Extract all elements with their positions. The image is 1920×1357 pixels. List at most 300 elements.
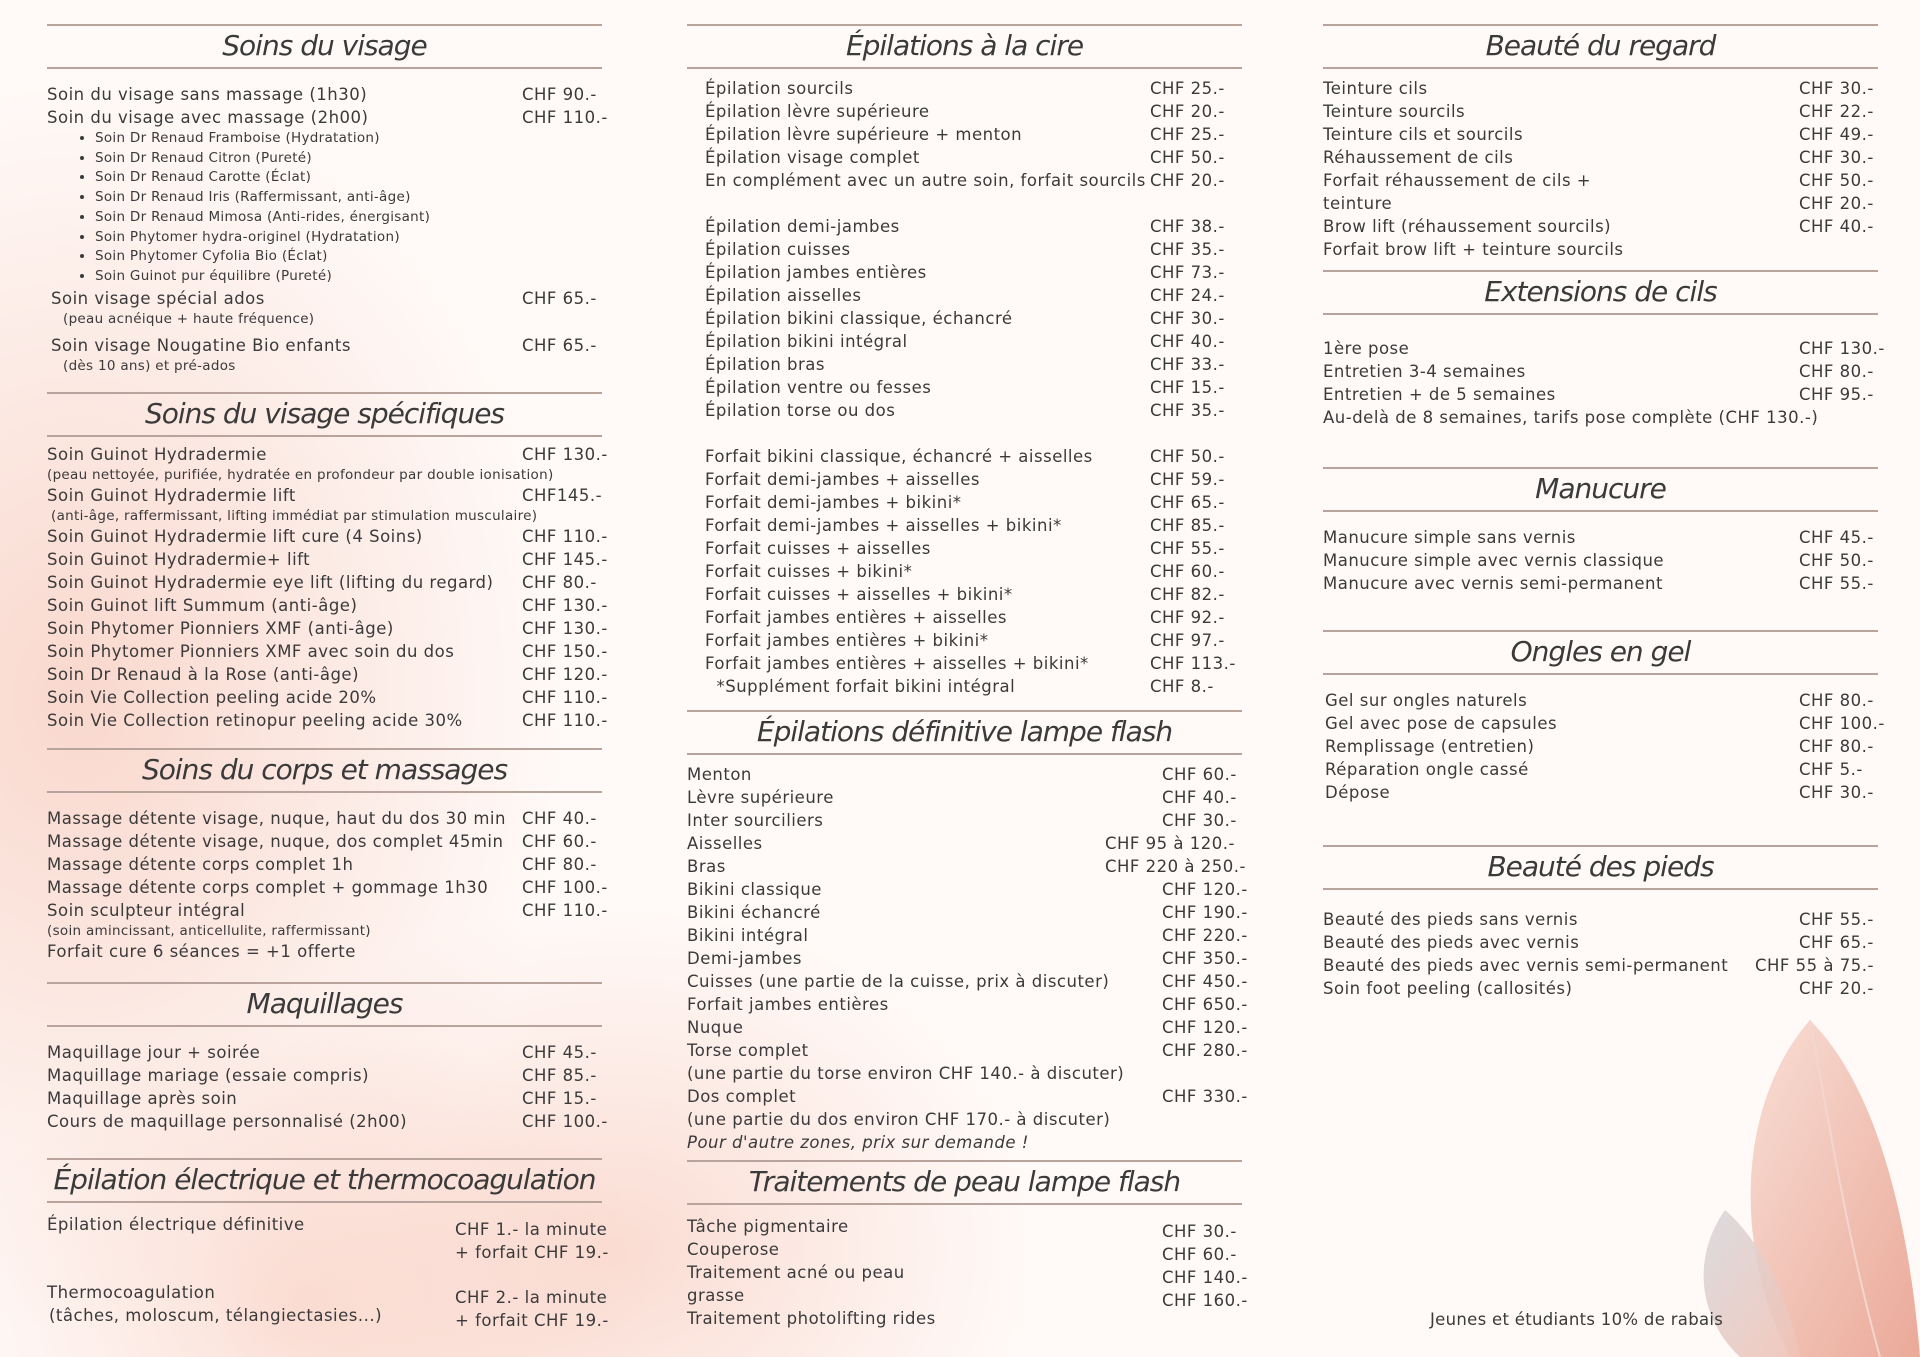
item-price: CHF 60.-	[1150, 562, 1225, 581]
item-label: Soin Dr Renaud à la Rose (anti-âge)	[47, 665, 360, 684]
item-label: Soin foot peeling (callosités)	[1323, 979, 1573, 998]
item-price: CHF 60.-	[522, 832, 597, 851]
item-label: Manucure simple sans vernis	[1323, 528, 1576, 547]
item-label: Beauté des pieds sans vernis	[1323, 910, 1578, 929]
price-row	[705, 169, 1242, 192]
item-note: (tâches, moloscum, télangiectasies...)	[49, 1306, 383, 1325]
item-note: (peau nettoyée, purifiée, hydratée en profondeur par double ionisation)	[47, 467, 554, 483]
item-price: CHF 20.-	[1150, 171, 1225, 190]
price-row	[1323, 360, 1878, 383]
item-label: Teinture sourcils	[1323, 102, 1466, 121]
item-label: Réparation ongle cassé	[1325, 760, 1529, 779]
item-label: Forfait demi-jambes + bikini*	[705, 493, 962, 512]
item-label: Forfait demi-jambes + aisselles	[705, 470, 980, 489]
item-price: CHF 40.-	[1162, 788, 1237, 807]
item-label: Dépose	[1325, 783, 1391, 802]
price-row	[705, 353, 1242, 376]
section-title: Épilations à la cire	[687, 24, 1242, 69]
item-price: CHF 650.-	[1162, 995, 1248, 1014]
price-row	[1325, 689, 1878, 712]
section-beaute-pieds	[1323, 845, 1878, 1000]
item-price: CHF 55.-	[1150, 539, 1225, 558]
price-row	[47, 1064, 602, 1087]
item-label: grasse	[687, 1286, 745, 1305]
price-row	[1323, 931, 1878, 954]
item-price: CHF 82.-	[1150, 585, 1225, 604]
item-label: Menton	[687, 765, 752, 784]
section-title: Épilation électrique et thermocoagulation	[47, 1158, 602, 1203]
price-row	[47, 594, 608, 617]
price-row	[47, 1110, 608, 1133]
item-price: CHF 95 à 120.-	[1105, 834, 1235, 853]
price-row	[1323, 908, 1878, 931]
section-epilations-cire	[687, 24, 1242, 698]
item-label: Manucure avec vernis semi-permanent	[1323, 574, 1663, 593]
section-title: Extensions de cils	[1323, 270, 1878, 315]
price-row	[705, 560, 1242, 583]
item-price: CHF 145.-	[522, 550, 608, 569]
item-price: CHF 65.-	[522, 335, 597, 355]
price-row	[1323, 572, 1878, 595]
price-row	[47, 83, 602, 106]
section-ongles-gel	[1323, 630, 1885, 804]
price-row	[705, 100, 1242, 123]
item-price: CHF 220.-	[1162, 926, 1248, 945]
item-label: Remplissage (entretien)	[1325, 737, 1535, 756]
section-title: Beauté des pieds	[1323, 845, 1878, 890]
item-label: Forfait cuisses + aisselles	[705, 539, 931, 558]
price-row	[705, 215, 1242, 238]
item-label: Tâche pigmentaire	[687, 1217, 849, 1236]
item-label: Soin sculpteur intégral	[47, 901, 246, 920]
price-row	[47, 484, 602, 507]
item-label: Forfait bikini classique, échancré + aisselles	[705, 447, 1093, 466]
price-row	[687, 993, 1248, 1016]
item-price: CHF 55.-	[1799, 574, 1874, 593]
price-row	[47, 807, 602, 830]
cure-note: Forfait cure 6 séances = +1 offerte	[47, 942, 356, 961]
item-price: CHF 30.-	[1162, 1222, 1237, 1241]
price-row	[1325, 758, 1878, 781]
price-row	[705, 123, 1242, 146]
price-row	[47, 1041, 602, 1064]
price-row	[687, 901, 1248, 924]
item-label: Épilation demi-jambes	[705, 217, 900, 236]
section-title: Soins du visage	[47, 24, 602, 69]
item-label: Maquillage après soin	[47, 1089, 238, 1108]
price-row	[47, 1087, 602, 1110]
item-label: Nuque	[687, 1018, 744, 1037]
item-label: Brow lift (réhaussement sourcils)	[1323, 217, 1612, 236]
price-row	[47, 830, 602, 853]
item-price: CHF 80.-	[522, 855, 597, 874]
item-label: Soin Guinot Hydradermie lift	[47, 486, 296, 505]
item-note: (peau acnéique + haute fréquence)	[63, 310, 315, 327]
discount-note: Jeunes et étudiants 10% de rabais	[1430, 1310, 1724, 1329]
item-price: CHF 80.-	[1799, 737, 1874, 756]
item-label: Soin visage spécial ados	[51, 288, 265, 308]
price-row	[1323, 977, 1878, 1000]
item-price: CHF 60.-	[1162, 765, 1237, 784]
item-price: CHF 150.-	[522, 642, 608, 661]
item-label: Soin Phytomer Pionniers XMF avec soin du dos	[47, 642, 455, 661]
item-label: Épilation électrique définitive	[47, 1215, 305, 1234]
item-price: CHF 40.-	[1799, 217, 1874, 236]
price-row	[705, 77, 1242, 100]
price-row	[47, 106, 608, 129]
price-row	[47, 443, 608, 466]
item-price: CHF 30.-	[1150, 309, 1225, 328]
item-price: CHF 50.-	[1150, 447, 1225, 466]
price-row	[1323, 954, 1878, 977]
item-label: Soin du visage avec massage (2h00)	[47, 108, 369, 127]
item-label: Épilation lèvre supérieure	[705, 102, 930, 121]
price-row	[705, 606, 1242, 629]
price-row	[47, 334, 602, 357]
item-label: Massage détente visage, nuque, dos complet 45min	[47, 832, 504, 851]
item-label: Massage détente corps complet + gommage 1h30	[47, 878, 489, 897]
item-price: CHF 113.-	[1150, 654, 1236, 673]
section-soins-corps	[47, 748, 608, 963]
item-label: Entretien 3-4 semaines	[1323, 362, 1526, 381]
item-label: Épilation bikini classique, échancré	[705, 309, 1013, 328]
item-label: Aisselles	[687, 834, 763, 853]
item-label: Épilation visage complet	[705, 148, 920, 167]
item-label: En complément avec un autre soin, forfait sourcils	[705, 171, 1146, 190]
item-price: CHF 25.-	[1150, 79, 1225, 98]
item-price-extra: + forfait CHF 19.-	[455, 1311, 609, 1330]
price-row	[705, 675, 1242, 698]
price-row	[687, 855, 1246, 878]
price-row	[47, 571, 602, 594]
item-price: CHF 20.-	[1799, 194, 1874, 213]
item-label: Soin visage Nougatine Bio enfants	[51, 335, 351, 355]
list-item: • Soin Phytomer hydra-originel (Hydratation)	[95, 228, 602, 248]
price-row	[687, 924, 1248, 947]
section-beaute-regard	[1323, 24, 1878, 261]
item-label: Épilation sourcils	[705, 79, 854, 98]
price-row	[47, 1281, 609, 1330]
section-epilation-electrique	[47, 1158, 609, 1330]
item-price: CHF 110.-	[522, 901, 608, 920]
item-label: teinture	[1323, 194, 1393, 213]
section-title: Beauté du regard	[1323, 24, 1878, 69]
item-label: Soin Guinot Hydradermie eye lift (lifting du regard)	[47, 573, 494, 592]
price-row	[47, 525, 608, 548]
list-item: • Soin Dr Renaud Mimosa (Anti-rides, énergisant)	[95, 208, 602, 228]
item-label: Soin Guinot Hydradermie+ lift	[47, 550, 311, 569]
item-price: CHF 100.-	[522, 878, 608, 897]
section-title: Maquillages	[47, 982, 602, 1027]
item-label: Soin Guinot Hydradermie lift cure (4 Soins)	[47, 527, 423, 546]
price-row	[47, 1213, 609, 1281]
price-row	[687, 763, 1242, 786]
item-price: CHF 95.-	[1799, 385, 1874, 404]
price-row	[47, 663, 608, 686]
item-price: CHF 140.-	[1162, 1268, 1248, 1287]
price-row	[1323, 238, 1878, 261]
price-row	[1323, 123, 1878, 146]
other-zones-note: Pour d'autre zones, prix sur demande !	[687, 1133, 1029, 1152]
item-label: Gel avec pose de capsules	[1325, 714, 1558, 733]
section-title: Épilations définitive lampe flash	[687, 710, 1242, 755]
price-row	[687, 1085, 1248, 1108]
section-title: Manucure	[1323, 467, 1878, 512]
price-row	[1323, 100, 1878, 123]
item-price: CHF 50.-	[1799, 551, 1874, 570]
item-price: CHF 220 à 250.-	[1105, 857, 1246, 876]
price-row	[687, 1016, 1248, 1039]
item-price: CHF 110.-	[522, 108, 608, 127]
item-label: *Supplément forfait bikini intégral	[705, 677, 1016, 696]
item-price: CHF 120.-	[1162, 880, 1248, 899]
section-manucure	[1323, 467, 1878, 595]
item-label: Entretien + de 5 semaines	[1323, 385, 1556, 404]
item-price: CHF 59.-	[1150, 470, 1225, 489]
item-label: Soin Vie Collection retinopur peeling acide 30%	[47, 711, 463, 730]
item-note: (dès 10 ans) et pré-ados	[63, 357, 236, 374]
item-label: Forfait jambes entières + aisselles + bikini*	[705, 654, 1089, 673]
item-price: CHF 50.-	[1150, 148, 1225, 167]
item-label: Soin Guinot lift Summum (anti-âge)	[47, 596, 358, 615]
price-row	[1323, 526, 1878, 549]
item-price: CHF 15.-	[1150, 378, 1225, 397]
item-price: CHF 110.-	[522, 711, 608, 730]
item-price: CHF 45.-	[1799, 528, 1874, 547]
item-price: CHF 280.-	[1162, 1041, 1248, 1060]
leaf-decoration-icon	[1680, 1010, 1920, 1357]
item-price: CHF 450.-	[1162, 972, 1248, 991]
item-price: CHF 190.-	[1162, 903, 1248, 922]
item-label: Couperose	[687, 1240, 780, 1259]
item-price: CHF 110.-	[522, 688, 608, 707]
item-label: Forfait demi-jambes + aisselles + bikini*	[705, 516, 1062, 535]
item-price: CHF 130.-	[522, 619, 608, 638]
item-label: Bikini intégral	[687, 926, 809, 945]
item-price: CHF 130.-	[522, 596, 608, 615]
price-row	[705, 261, 1242, 284]
price-row	[47, 548, 608, 571]
price-row	[1323, 146, 1878, 169]
list-item: • Soin Dr Renaud Framboise (Hydratation)	[95, 129, 602, 149]
item-price: CHF 92.-	[1150, 608, 1225, 627]
item-price: CHF 1.- la minute	[455, 1220, 608, 1239]
item-label: Soin Vie Collection peeling acide 20%	[47, 688, 377, 707]
item-label: Teinture cils et sourcils	[1323, 125, 1524, 144]
section-lampe-flash	[687, 710, 1248, 1154]
item-price: CHF 40.-	[522, 809, 597, 828]
item-price: CHF 49.-	[1799, 125, 1874, 144]
item-price: CHF 73.-	[1150, 263, 1225, 282]
price-row	[47, 709, 608, 732]
item-price: CHF 65.-	[522, 288, 597, 308]
item-label: Traitement acné ou peau	[687, 1263, 905, 1282]
price-row	[47, 876, 608, 899]
item-label: Massage détente corps complet 1h	[47, 855, 354, 874]
item-price: CHF 80.-	[1799, 362, 1874, 381]
item-label: Teinture cils	[1323, 79, 1428, 98]
item-label: Massage détente visage, nuque, haut du dos 30 min	[47, 809, 506, 828]
item-price: CHF 55.-	[1799, 910, 1874, 929]
item-label: Épilation bikini intégral	[705, 332, 908, 351]
item-note: Au-delà de 8 semaines, tarifs pose complète (CHF 130.-)	[1323, 408, 1819, 427]
price-row	[687, 832, 1242, 855]
item-label: Épilation ventre ou fesses	[705, 378, 932, 397]
item-price: CHF 130.-	[522, 445, 608, 464]
item-label: Bras	[687, 857, 726, 876]
item-price: CHF 50.-	[1799, 171, 1874, 190]
item-label: Bikini classique	[687, 880, 822, 899]
item-label: Épilation bras	[705, 355, 825, 374]
item-label: Maquillage jour + soirée	[47, 1043, 261, 1062]
item-label: Épilation lèvre supérieure + menton	[705, 125, 1023, 144]
item-label: Torse complet	[687, 1041, 809, 1060]
item-label: Soin Phytomer Pionniers XMF (anti-âge)	[47, 619, 394, 638]
item-label: Manucure simple avec vernis classique	[1323, 551, 1665, 570]
item-label: Forfait jambes entières + bikini*	[705, 631, 989, 650]
section-title: Ongles en gel	[1323, 630, 1878, 675]
item-price: CHF 100.-	[1799, 714, 1885, 733]
price-row	[47, 617, 608, 640]
item-price: CHF 80.-	[1799, 691, 1874, 710]
price-row	[705, 376, 1242, 399]
price-row	[705, 583, 1242, 606]
item-price: CHF 15.-	[522, 1089, 597, 1108]
item-label: Bikini échancré	[687, 903, 821, 922]
item-price: CHF 85.-	[1150, 516, 1225, 535]
item-label: Forfait cuisses + aisselles + bikini*	[705, 585, 1013, 604]
price-row	[47, 640, 608, 663]
price-row	[47, 686, 608, 709]
item-price: CHF 38.-	[1150, 217, 1225, 236]
item-label: Beauté des pieds avec vernis	[1323, 933, 1580, 952]
item-price: CHF 330.-	[1162, 1087, 1248, 1106]
price-row	[705, 491, 1242, 514]
item-price: CHF 85.-	[522, 1066, 597, 1085]
price-row	[687, 970, 1248, 993]
price-row	[705, 514, 1242, 537]
item-price-extra: + forfait CHF 19.-	[455, 1243, 609, 1262]
item-note: (soin amincissant, anticellulite, raffermissant)	[47, 923, 371, 939]
item-price: CHF 55 à 75.-	[1755, 956, 1874, 975]
price-row	[47, 853, 602, 876]
item-price: CHF 120.-	[1162, 1018, 1248, 1037]
item-label: Épilation jambes entières	[705, 263, 927, 282]
item-price: CHF 35.-	[1150, 240, 1225, 259]
item-label: Cuisses (une partie de la cuisse, prix à discuter)	[687, 972, 1110, 991]
price-row	[1323, 549, 1878, 572]
item-price: CHF 120.-	[522, 665, 608, 684]
item-label: Soin Guinot Hydradermie	[47, 445, 267, 464]
item-price: CHF145.-	[522, 486, 603, 505]
item-price: CHF 8.-	[1150, 677, 1214, 696]
list-item: • Soin Phytomer Cyfolia Bio (Éclat)	[95, 247, 602, 267]
section-title: Soins du corps et massages	[47, 748, 602, 793]
item-note: (une partie du dos environ CHF 170.- à discuter)	[687, 1110, 1111, 1129]
item-price: CHF 100.-	[522, 1112, 608, 1131]
price-row	[1323, 77, 1878, 100]
item-price: CHF 25.-	[1150, 125, 1225, 144]
item-price: CHF 90.-	[522, 85, 597, 104]
item-label: Forfait brow lift + teinture sourcils	[1323, 240, 1624, 259]
section-soins-specifiques	[47, 392, 608, 732]
item-label: Maquillage mariage (essaie compris)	[47, 1066, 370, 1085]
item-price: CHF 22.-	[1799, 102, 1874, 121]
price-row	[687, 947, 1248, 970]
price-row	[705, 537, 1242, 560]
price-row	[705, 652, 1242, 675]
list-item: • Soin Dr Renaud Citron (Pureté)	[95, 149, 602, 169]
price-row	[705, 307, 1242, 330]
section-title: Soins du visage spécifiques	[47, 392, 602, 437]
list-item: • Soin Dr Renaud Iris (Raffermissant, anti-âge)	[95, 188, 602, 208]
list-item: • Soin Guinot pur équilibre (Pureté)	[95, 267, 602, 287]
item-label: Réhaussement de cils	[1323, 148, 1514, 167]
price-row	[1325, 735, 1878, 758]
item-label: Demi-jambes	[687, 949, 802, 968]
section-maquillages	[47, 982, 608, 1133]
price-row	[705, 146, 1242, 169]
price-row	[1323, 337, 1885, 360]
item-price: CHF 40.-	[1150, 332, 1225, 351]
section-extensions-cils	[1323, 270, 1885, 429]
item-price: CHF 30.-	[1799, 783, 1874, 802]
item-price: CHF 110.-	[522, 527, 608, 546]
item-price: CHF 160.-	[1162, 1291, 1248, 1310]
item-price: CHF 130.-	[1799, 339, 1885, 358]
section-title: Traitements de peau lampe flash	[687, 1160, 1242, 1205]
item-note: (une partie du torse environ CHF 140.- à discuter)	[687, 1064, 1125, 1083]
item-price: CHF 35.-	[1150, 401, 1225, 420]
price-row	[687, 809, 1242, 832]
price-row	[705, 629, 1242, 652]
item-label: Forfait jambes entières	[687, 995, 889, 1014]
item-price: CHF 350.-	[1162, 949, 1248, 968]
price-row	[1323, 383, 1878, 406]
price-row	[1325, 712, 1885, 735]
price-row	[705, 284, 1242, 307]
item-price: CHF 2.- la minute	[455, 1288, 608, 1307]
price-row	[1325, 781, 1878, 804]
price-row	[47, 899, 608, 922]
item-price: CHF 65.-	[1150, 493, 1225, 512]
item-label: Forfait cuisses + bikini*	[705, 562, 913, 581]
item-price: CHF 45.-	[522, 1043, 597, 1062]
item-note: (anti-âge, raffermissant, lifting immédiat par stimulation musculaire)	[51, 508, 538, 524]
item-label: Forfait jambes entières + aisselles	[705, 608, 1007, 627]
item-label: Épilation torse ou dos	[705, 401, 896, 420]
item-label: Épilation aisselles	[705, 286, 862, 305]
item-label: 1ère pose	[1323, 339, 1410, 358]
price-row	[705, 399, 1242, 422]
item-label: Gel sur ongles naturels	[1325, 691, 1528, 710]
price-row	[47, 287, 602, 310]
item-price: CHF 30.-	[1799, 148, 1874, 167]
price-row	[1323, 192, 1878, 215]
item-label: Lèvre supérieure	[687, 788, 834, 807]
item-price: CHF 5.-	[1799, 760, 1863, 779]
sub-list	[47, 129, 602, 287]
item-price: CHF 80.-	[522, 573, 597, 592]
price-row	[705, 468, 1242, 491]
section-soins-visage	[47, 24, 608, 375]
item-price: CHF 33.-	[1150, 355, 1225, 374]
item-label: Dos complet	[687, 1087, 797, 1106]
item-price: CHF 20.-	[1150, 102, 1225, 121]
item-label: Forfait réhaussement de cils +	[1323, 171, 1592, 190]
item-label: Soin du visage sans massage (1h30)	[47, 85, 368, 104]
item-price: CHF 65.-	[1799, 933, 1874, 952]
